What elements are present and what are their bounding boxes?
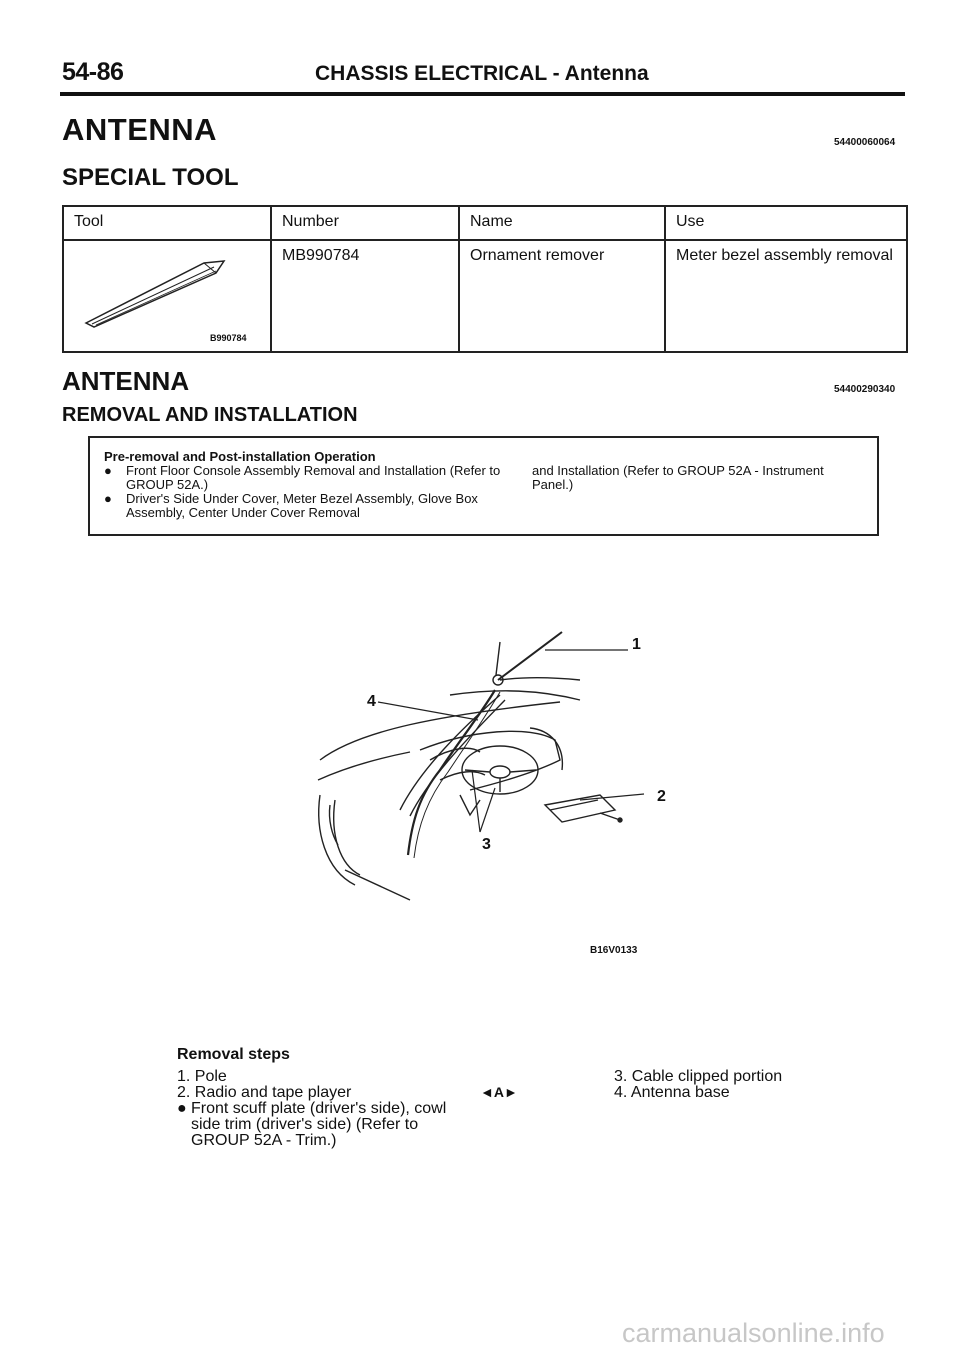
section-title: CHASSIS ELECTRICAL - Antenna	[315, 62, 649, 85]
watermark: carmanualsonline.info	[622, 1318, 885, 1348]
pre-op-left-column	[104, 464, 524, 520]
pre-op-item-continued: and Installation (Refer to GROUP 52A - Instrument Panel.)	[532, 463, 824, 492]
antenna-section-code: 54400060064	[834, 137, 896, 148]
callout-4: 4	[367, 693, 376, 710]
pre-op-item-2: Driver's Side Under Cover, Meter Bezel Assembly, Glove Box Assembly, Center Under Cover Removal	[126, 491, 478, 520]
bullet-icon: ●	[177, 1100, 187, 1117]
step-bullet	[177, 1101, 467, 1149]
tool-name: Ornament remover	[459, 240, 665, 352]
removal-steps-right	[614, 1069, 874, 1101]
removal-steps-title: Removal steps	[177, 1046, 290, 1063]
antenna-heading-2: ANTENNA	[62, 366, 190, 396]
tool-number: MB990784	[271, 240, 459, 352]
callout-2: 2	[657, 788, 666, 805]
ornament-remover-illustration	[64, 241, 270, 351]
col-name-header: Name	[459, 206, 665, 240]
special-tool-heading: SPECIAL TOOL	[62, 164, 239, 191]
step-2: 2. Radio and tape player	[177, 1084, 352, 1101]
header-rule	[60, 92, 905, 96]
table-header-row	[63, 206, 907, 240]
page-number: 54-86	[62, 58, 124, 86]
col-number-header: Number	[271, 206, 459, 240]
special-tool-table	[62, 205, 908, 353]
step-3: 3. Cable clipped portion	[614, 1068, 783, 1085]
table-row	[63, 240, 907, 352]
removal-installation-heading: REMOVAL AND INSTALLATION	[62, 404, 358, 426]
list-item	[104, 464, 524, 492]
tool-use: Meter bezel assembly removal	[665, 240, 907, 352]
antenna-heading: ANTENNA	[62, 112, 218, 147]
col-use-header: Use	[665, 206, 907, 240]
list-item	[104, 492, 524, 520]
step-bullet-text: Front scuff plate (driver's side), cowl side trim (driver's side) (Refer to GROUP 52A - Trim.)	[191, 1100, 447, 1149]
col-tool-header: Tool	[63, 206, 271, 240]
pre-removal-box	[88, 436, 879, 536]
bullet-icon: ●	[104, 491, 112, 506]
pre-op-title: Pre-removal and Post-installation Operation	[104, 449, 376, 464]
antenna-section-code-2: 54400290340	[834, 384, 896, 395]
tool-image-label: B990784	[210, 333, 247, 343]
pre-op-item-1: Front Floor Console Assembly Removal and Installation (Refer to GROUP 52A.)	[126, 463, 501, 492]
removal-steps-left	[177, 1069, 467, 1149]
step-4: 4. Antenna base	[614, 1084, 730, 1101]
step-1: 1. Pole	[177, 1068, 227, 1085]
callout-3: 3	[482, 836, 491, 853]
figure-code: B16V0133	[590, 945, 638, 956]
callout-1: 1	[632, 636, 641, 653]
antenna-location-diagram	[300, 620, 680, 910]
bullet-icon: ●	[104, 463, 112, 478]
service-point-marker: ◄A►	[480, 1084, 518, 1100]
tool-image-cell	[63, 240, 271, 352]
